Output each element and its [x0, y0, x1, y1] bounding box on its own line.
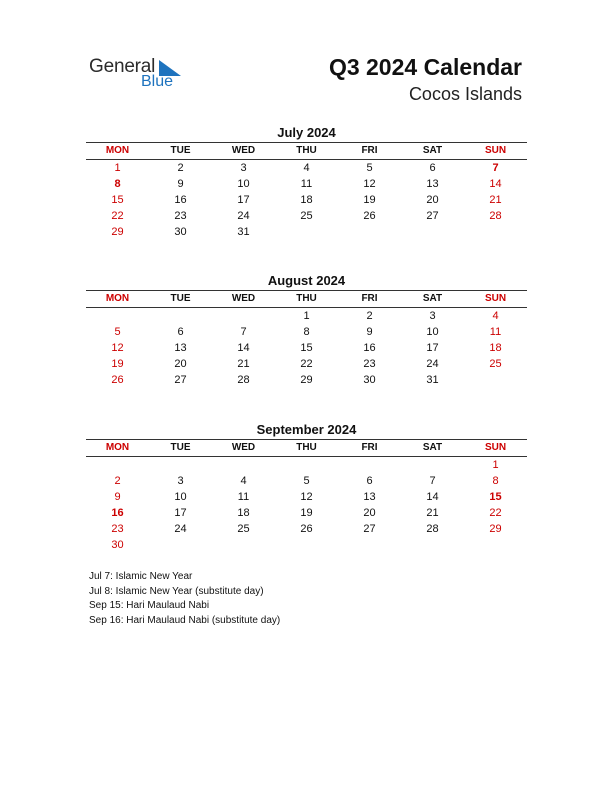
day-cell: 2: [114, 475, 121, 487]
week-row: [86, 160, 527, 176]
weekday-sun: SUN: [484, 293, 507, 304]
day-cell: 3: [177, 475, 184, 487]
weekday-fri: FRI: [361, 293, 378, 304]
day-cell: 12: [111, 342, 124, 354]
weekday-tue: TUE: [170, 293, 191, 304]
day-cell: 5: [303, 475, 310, 487]
day-cell: 4: [240, 475, 247, 487]
day-cell: 20: [426, 194, 439, 206]
weekday-thu: THU: [296, 442, 317, 453]
day-cell: 27: [363, 523, 376, 535]
day-cell: 21: [237, 358, 250, 370]
day-cell: 29: [300, 374, 313, 386]
week-row: [86, 208, 527, 224]
day-cell: 3: [429, 310, 436, 322]
week-row: [86, 192, 527, 208]
day-cell: 18: [300, 194, 313, 206]
day-cell: 1: [114, 162, 121, 174]
weekday-header: [86, 290, 527, 308]
month-weeks: [86, 457, 527, 553]
day-cell: 27: [426, 210, 439, 222]
day-cell: 23: [363, 358, 376, 370]
day-cell: 4: [492, 310, 499, 322]
holiday-item: Sep 15: Hari Maulaud Nabi: [89, 600, 210, 611]
month-title: September 2024: [256, 422, 357, 437]
day-cell: 5: [114, 326, 121, 338]
day-cell: 22: [489, 507, 502, 519]
day-cell: [338, 537, 401, 553]
generalblue-logo: [89, 56, 199, 96]
week-row: [86, 308, 527, 324]
weekday-fri: FRI: [361, 145, 378, 156]
day-cell: 7: [240, 326, 247, 338]
day-cell: 19: [363, 194, 376, 206]
day-cell: 29: [489, 523, 502, 535]
day-cell: 10: [426, 326, 439, 338]
day-cell: 17: [174, 507, 187, 519]
day-cell: 31: [426, 374, 439, 386]
day-cell: 15: [111, 194, 124, 206]
weekday-mon: MON: [105, 145, 130, 156]
week-row: [86, 505, 527, 521]
day-cell: 1: [303, 310, 310, 322]
day-cell: 24: [174, 523, 187, 535]
day-cell: 12: [363, 178, 376, 190]
day-cell: 28: [237, 374, 250, 386]
day-cell: [464, 372, 527, 388]
week-row: [86, 473, 527, 489]
month-calendar-august: [86, 272, 527, 388]
day-cell: [149, 457, 212, 473]
weekday-tue: TUE: [170, 442, 191, 453]
day-cell: [401, 224, 464, 240]
day-cell: 14: [237, 342, 250, 354]
page-subtitle: Cocos Islands: [408, 84, 522, 104]
day-cell: 27: [174, 374, 187, 386]
day-cell: 6: [366, 475, 373, 487]
month-weeks: [86, 160, 527, 240]
day-cell: 6: [177, 326, 184, 338]
day-cell: 31: [237, 226, 250, 238]
day-cell: [401, 457, 464, 473]
day-cell: 11: [489, 326, 502, 338]
day-cell: [86, 457, 149, 473]
logo-word-general: General: [89, 56, 156, 77]
day-cell: 14: [426, 491, 439, 503]
weekday-mon: MON: [105, 293, 130, 304]
day-cell: 3: [240, 162, 247, 174]
day-cell: 7: [492, 162, 499, 174]
day-cell: 4: [303, 162, 310, 174]
day-cell: 24: [426, 358, 439, 370]
day-cell: 22: [300, 358, 313, 370]
day-cell: 20: [363, 507, 376, 519]
day-cell: 21: [489, 194, 502, 206]
week-row: [86, 176, 527, 192]
day-cell: 9: [366, 326, 373, 338]
week-row: [86, 457, 527, 473]
day-cell: 24: [237, 210, 250, 222]
day-cell: [212, 537, 275, 553]
day-cell: 8: [303, 326, 310, 338]
day-cell: 1: [492, 459, 499, 471]
weekday-fri: FRI: [361, 442, 378, 453]
day-cell: [275, 537, 338, 553]
week-row: [86, 489, 527, 505]
weekday-tue: TUE: [170, 145, 191, 156]
day-cell: 16: [111, 507, 124, 519]
day-cell: 28: [426, 523, 439, 535]
day-cell: 19: [300, 507, 313, 519]
page-title: Q3 2024 Calendar: [328, 54, 522, 80]
day-cell: 2: [177, 162, 184, 174]
holiday-item: Jul 7: Islamic New Year: [89, 571, 193, 582]
day-cell: 9: [177, 178, 184, 190]
day-cell: 9: [114, 491, 121, 503]
week-row: [86, 356, 527, 372]
day-cell: 28: [489, 210, 502, 222]
day-cell: 23: [174, 210, 187, 222]
weekday-sun: SUN: [484, 145, 507, 156]
week-row: [86, 521, 527, 537]
week-row: [86, 224, 527, 240]
day-cell: 15: [300, 342, 313, 354]
day-cell: [275, 224, 338, 240]
day-cell: 13: [363, 491, 376, 503]
day-cell: 29: [111, 226, 124, 238]
weekday-sat: SAT: [422, 145, 443, 156]
weekday-mon: MON: [105, 442, 130, 453]
day-cell: [464, 224, 527, 240]
day-cell: [212, 457, 275, 473]
day-cell: 18: [237, 507, 250, 519]
day-cell: 13: [426, 178, 439, 190]
day-cell: 10: [237, 178, 250, 190]
weekday-wed: WED: [231, 145, 256, 156]
day-cell: 21: [426, 507, 439, 519]
day-cell: [212, 308, 275, 324]
day-cell: 23: [111, 523, 124, 535]
day-cell: 11: [300, 178, 313, 190]
week-row: [86, 340, 527, 356]
month-calendar-september: [86, 421, 527, 553]
month-title: July 2024: [277, 125, 336, 140]
day-cell: 18: [489, 342, 502, 354]
weekday-thu: THU: [296, 293, 317, 304]
day-cell: 12: [300, 491, 313, 503]
day-cell: 8: [492, 475, 499, 487]
logo-word-blue: Blue: [141, 73, 174, 90]
week-row: [86, 537, 527, 553]
month-calendar-july: [86, 124, 527, 240]
day-cell: [338, 457, 401, 473]
day-cell: 7: [429, 475, 436, 487]
day-cell: 15: [489, 491, 502, 503]
day-cell: [338, 224, 401, 240]
weekday-sun: SUN: [484, 442, 507, 453]
day-cell: [275, 457, 338, 473]
day-cell: 16: [174, 194, 187, 206]
day-cell: 26: [300, 523, 313, 535]
day-cell: 30: [111, 539, 124, 551]
day-cell: 5: [366, 162, 373, 174]
weekday-sat: SAT: [422, 293, 443, 304]
day-cell: 17: [237, 194, 250, 206]
day-cell: 30: [174, 226, 187, 238]
day-cell: [401, 537, 464, 553]
weekday-thu: THU: [296, 145, 317, 156]
day-cell: 26: [363, 210, 376, 222]
month-weeks: [86, 308, 527, 388]
day-cell: 16: [363, 342, 376, 354]
day-cell: 8: [114, 178, 121, 190]
day-cell: [464, 537, 527, 553]
day-cell: 13: [174, 342, 187, 354]
holiday-item: Sep 16: Hari Maulaud Nabi (substitute day): [89, 614, 281, 626]
weekday-wed: WED: [231, 293, 256, 304]
day-cell: 22: [111, 210, 124, 222]
day-cell: 25: [300, 210, 313, 222]
day-cell: 10: [174, 491, 187, 503]
month-title: August 2024: [267, 273, 346, 288]
day-cell: 25: [237, 523, 250, 535]
day-cell: 11: [237, 491, 250, 503]
week-row: [86, 372, 527, 388]
day-cell: 25: [489, 358, 502, 370]
weekday-wed: WED: [231, 442, 256, 453]
weekday-sat: SAT: [422, 442, 443, 453]
day-cell: 14: [489, 178, 502, 190]
day-cell: 26: [111, 374, 124, 386]
day-cell: [149, 308, 212, 324]
day-cell: [149, 537, 212, 553]
day-cell: 6: [429, 162, 436, 174]
holiday-list: [89, 570, 280, 628]
weekday-header: [86, 142, 527, 160]
day-cell: [86, 308, 149, 324]
day-cell: 20: [174, 358, 187, 370]
holiday-item: Jul 8: Islamic New Year (substitute day): [89, 585, 264, 597]
day-cell: 19: [111, 358, 124, 370]
weekday-header: [86, 439, 527, 457]
day-cell: 17: [426, 342, 439, 354]
day-cell: 30: [363, 374, 376, 386]
week-row: [86, 324, 527, 340]
day-cell: 2: [366, 310, 373, 322]
